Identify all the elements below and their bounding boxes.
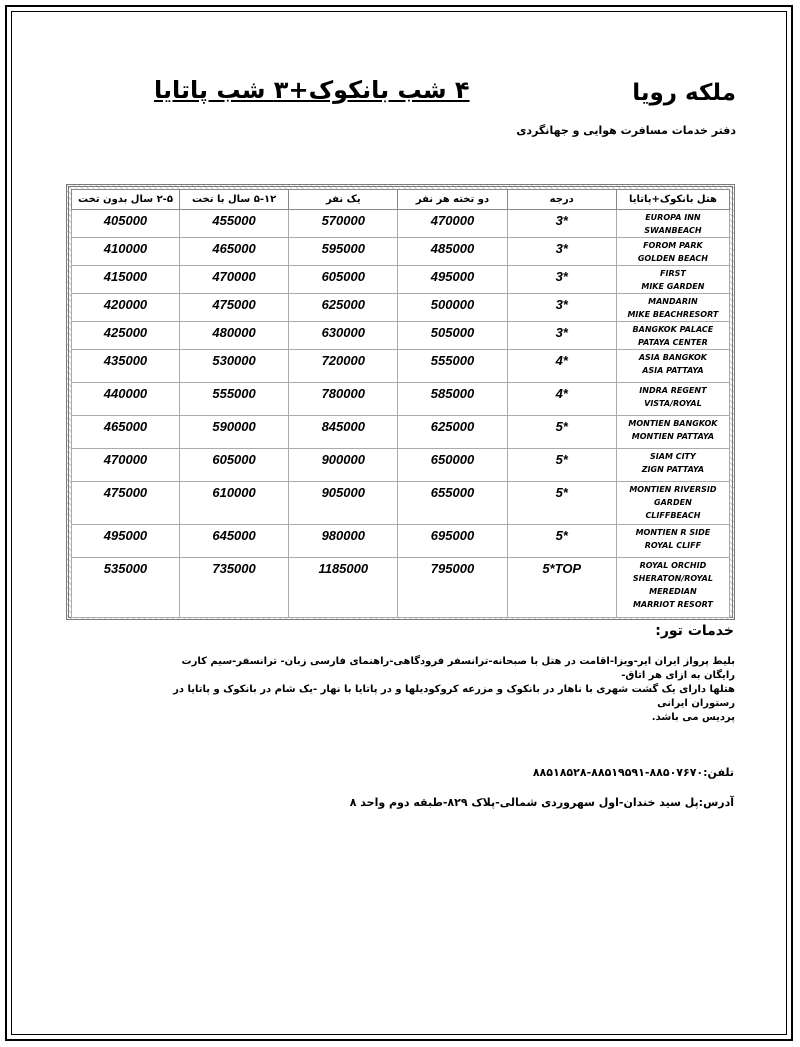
hotel-cell <box>616 383 729 416</box>
column-header: درجه <box>507 190 616 210</box>
hotel-names <box>617 294 729 321</box>
hotel-grade-cell <box>507 449 616 482</box>
price-child-no-bed-cell <box>72 416 180 449</box>
price-double: 650000 <box>430 452 475 467</box>
table-row <box>72 350 730 383</box>
hotel-name: MONTIEN R SIDE <box>635 528 711 537</box>
hotel-grade-cell <box>507 210 616 238</box>
price-child-no-bed-cell <box>72 525 180 558</box>
hotel-names <box>617 266 729 293</box>
hotel-grade: 5*TOP <box>542 561 582 576</box>
hotel-grade: 3* <box>555 213 568 228</box>
price-child-with-bed: 475000 <box>212 297 256 312</box>
hotel-grade: 4* <box>555 353 568 368</box>
hotel-name: FOROM PARK <box>643 241 703 250</box>
price-child-no-bed-cell <box>72 238 180 266</box>
services-line: بلیط پرواز ایران ایر-ویزا-اقامت در هتل با صبحانه-ترانسفر فرودگاهی-راهنمای فارسی زبان- ترانسفر-سیم کارت رایگان به ازای هر اتاق- <box>181 656 735 681</box>
hotel-grade-cell <box>507 416 616 449</box>
price-child-with-bed-cell <box>179 294 288 322</box>
hotel-cell <box>616 322 729 350</box>
hotel-name: SHERATON/ROYAL <box>632 574 713 583</box>
services-line: پردیس می باشد. <box>651 712 735 723</box>
hotel-names <box>617 210 729 237</box>
price-single-cell <box>289 416 398 449</box>
hotel-name: ASIA BANGKOK <box>638 353 707 362</box>
price-child-no-bed: 535000 <box>103 561 148 576</box>
hotel-name: MIKE BEACHRESORT <box>627 310 719 319</box>
price-child-no-bed-cell <box>72 383 180 416</box>
hotel-name: ROYAL ORCHID <box>639 561 707 570</box>
price-child-no-bed: 440000 <box>103 386 148 401</box>
table-row <box>72 266 730 294</box>
hotel-grade-cell <box>507 238 616 266</box>
hotel-cell <box>616 210 729 238</box>
hotel-grade: 3* <box>555 269 568 284</box>
hotel-cell <box>616 449 729 482</box>
price-double-cell <box>398 482 507 525</box>
table-row <box>72 482 730 525</box>
table-row <box>72 322 730 350</box>
price-child-no-bed-cell <box>72 558 180 618</box>
agency-subtitle: دفتر خدمات مسافرت هوایی و جهانگردی <box>516 124 736 137</box>
table-row <box>72 294 730 322</box>
price-double: 500000 <box>430 297 475 312</box>
hotel-name: INDRA REGENT <box>639 386 707 395</box>
table-row <box>72 210 730 238</box>
price-double: 470000 <box>430 213 475 228</box>
hotel-grade: 5* <box>555 419 568 434</box>
price-table-frame <box>66 184 735 620</box>
price-child-with-bed-cell <box>179 558 288 618</box>
price-double-cell <box>398 416 507 449</box>
price-child-no-bed-cell <box>72 482 180 525</box>
hotel-cell <box>616 266 729 294</box>
price-single: 1185000 <box>318 561 369 576</box>
price-child-with-bed-cell <box>179 266 288 294</box>
table-row <box>72 525 730 558</box>
hotel-grade-cell <box>507 383 616 416</box>
price-double-cell <box>398 238 507 266</box>
hotel-grade: 5* <box>555 528 568 543</box>
hotel-name: MIKE GARDEN <box>641 282 705 291</box>
price-double: 505000 <box>430 325 475 340</box>
price-child-with-bed-cell <box>179 238 288 266</box>
agency-name: ملکه رویا <box>632 80 736 106</box>
price-table <box>71 189 730 618</box>
hotel-name: MANDARIN <box>648 297 698 306</box>
price-child-no-bed: 495000 <box>103 528 148 543</box>
hotel-names <box>617 322 729 349</box>
price-child-no-bed: 415000 <box>103 269 148 284</box>
price-single: 845000 <box>321 419 365 434</box>
price-child-with-bed: 465000 <box>212 241 256 256</box>
price-double: 485000 <box>430 241 475 256</box>
price-single: 630000 <box>321 325 365 340</box>
hotel-cell <box>616 416 729 449</box>
price-double-cell <box>398 210 507 238</box>
price-single-cell <box>289 322 398 350</box>
hotel-name: ROYAL CLIFF <box>644 541 702 550</box>
hotel-grade-cell <box>507 294 616 322</box>
price-child-no-bed: 475000 <box>103 485 148 500</box>
price-single: 780000 <box>321 386 365 401</box>
price-single-cell <box>289 238 398 266</box>
price-single-cell <box>289 482 398 525</box>
hotel-names <box>617 525 729 552</box>
price-single-cell <box>289 449 398 482</box>
price-child-with-bed-cell <box>179 416 288 449</box>
hotel-grade: 3* <box>555 241 568 256</box>
hotel-name: MONTIEN RIVERSID <box>629 485 717 494</box>
price-child-no-bed: 410000 <box>103 241 148 256</box>
price-single: 570000 <box>321 213 365 228</box>
price-single-cell <box>289 383 398 416</box>
hotel-grade-cell <box>507 482 616 525</box>
hotel-grade-cell <box>507 322 616 350</box>
hotel-name: PATAYA CENTER <box>638 338 708 347</box>
price-child-with-bed: 480000 <box>212 325 256 340</box>
price-double-cell <box>398 525 507 558</box>
price-single-cell <box>289 210 398 238</box>
price-single: 625000 <box>321 297 365 312</box>
price-child-with-bed: 605000 <box>212 452 256 467</box>
hotel-name: MONTIEN BANGKOK <box>628 419 718 428</box>
price-double: 625000 <box>430 419 475 434</box>
price-child-with-bed-cell <box>179 482 288 525</box>
price-double: 655000 <box>430 485 475 500</box>
hotel-cell <box>616 294 729 322</box>
price-child-no-bed: 420000 <box>103 297 148 312</box>
hotel-grade: 5* <box>555 485 568 500</box>
price-child-no-bed: 405000 <box>103 213 148 228</box>
hotel-grade: 3* <box>555 297 568 312</box>
hotel-names <box>617 482 729 522</box>
hotel-name: MEREDIAN <box>649 587 697 596</box>
hotel-cell <box>616 482 729 525</box>
table-row <box>72 383 730 416</box>
hotel-name: MONTIEN PATTAYA <box>631 432 715 441</box>
price-child-with-bed: 470000 <box>212 269 256 284</box>
price-child-no-bed-cell <box>72 322 180 350</box>
hotel-name: SWANBEACH <box>644 226 702 235</box>
price-child-with-bed: 645000 <box>212 528 256 543</box>
price-single-cell <box>289 294 398 322</box>
price-single-cell <box>289 350 398 383</box>
table-row <box>72 449 730 482</box>
price-child-no-bed-cell <box>72 266 180 294</box>
hotel-name: VISTA/ROYAL <box>644 399 702 408</box>
price-child-with-bed-cell <box>179 525 288 558</box>
services-line: هتلها دارای یک گشت شهری با ناهار در بانکوک و مزرعه کروکودیلها و در پاتایا با نهار -یک شام در بانکوک و پاتایا در رستوران ایرانی <box>173 684 735 709</box>
price-single: 900000 <box>321 452 365 467</box>
price-double-cell <box>398 322 507 350</box>
hotel-name: ASIA PATTAYA <box>642 366 704 375</box>
price-double-cell <box>398 558 507 618</box>
hotel-name: GARDEN <box>654 498 692 507</box>
price-child-with-bed-cell <box>179 449 288 482</box>
price-single-cell <box>289 525 398 558</box>
price-child-with-bed-cell <box>179 210 288 238</box>
price-child-no-bed-cell <box>72 350 180 383</box>
price-double: 495000 <box>430 269 475 284</box>
hotel-names <box>617 449 729 476</box>
hotel-name: MARRIOT RESORT <box>632 600 713 609</box>
price-single: 605000 <box>321 269 365 284</box>
price-double-cell <box>398 449 507 482</box>
price-child-no-bed: 465000 <box>103 419 148 434</box>
price-single-cell <box>289 266 398 294</box>
hotel-name: FIRST <box>660 269 686 278</box>
price-child-no-bed: 435000 <box>103 353 148 368</box>
hotel-names <box>617 238 729 265</box>
price-child-no-bed-cell <box>72 294 180 322</box>
hotel-names <box>617 383 729 410</box>
hotel-grade-cell <box>507 525 616 558</box>
hotel-grade-cell <box>507 350 616 383</box>
hotel-grade: 5* <box>555 452 568 467</box>
hotel-names <box>617 558 729 611</box>
price-child-no-bed: 425000 <box>103 325 148 340</box>
price-single: 905000 <box>321 485 365 500</box>
price-single-cell <box>289 558 398 618</box>
hotel-grade: 3* <box>555 325 568 340</box>
price-child-with-bed-cell <box>179 322 288 350</box>
column-header: ۵-۱۲ سال با تخت <box>179 190 288 210</box>
price-child-no-bed-cell <box>72 449 180 482</box>
column-header: ۲-۵ سال بدون تخت <box>72 190 180 210</box>
hotel-cell <box>616 525 729 558</box>
hotel-name: CLIFFBEACH <box>645 511 701 520</box>
price-child-with-bed: 530000 <box>212 353 256 368</box>
hotel-names <box>617 416 729 443</box>
table-row <box>72 558 730 618</box>
hotel-name: BANGKOK PALACE <box>632 325 714 334</box>
phone-number: تلفن:۸۸۵۰۷۶۷۰-۸۸۵۱۹۵۹۱-۸۸۵۱۸۵۲۸ <box>532 766 734 779</box>
price-double: 695000 <box>430 528 475 543</box>
services-title: خدمات تور: <box>655 623 734 639</box>
price-child-with-bed: 555000 <box>212 386 256 401</box>
price-double: 555000 <box>430 353 475 368</box>
price-child-with-bed: 610000 <box>212 485 256 500</box>
hotel-names <box>617 350 729 377</box>
price-child-with-bed: 455000 <box>212 213 256 228</box>
price-child-with-bed-cell <box>179 383 288 416</box>
column-header: دو تخته هر نفر <box>398 190 507 210</box>
column-header: یک نفر <box>289 190 398 210</box>
price-child-no-bed: 470000 <box>103 452 148 467</box>
price-single: 595000 <box>321 241 365 256</box>
price-child-with-bed: 735000 <box>212 561 256 576</box>
hotel-name: SIAM CITY <box>650 452 696 461</box>
hotel-name: GOLDEN BEACH <box>637 254 708 263</box>
price-double: 585000 <box>430 386 475 401</box>
hotel-name: EUROPA INN <box>645 213 701 222</box>
hotel-grade: 4* <box>555 386 568 401</box>
table-row <box>72 416 730 449</box>
price-single: 980000 <box>321 528 365 543</box>
table-row <box>72 238 730 266</box>
hotel-name: ZIGN PATTAYA <box>641 465 705 474</box>
price-double-cell <box>398 294 507 322</box>
table-header-row <box>72 190 730 210</box>
hotel-grade-cell <box>507 266 616 294</box>
hotel-cell <box>616 558 729 618</box>
hotel-grade-cell <box>507 558 616 618</box>
price-single: 720000 <box>321 353 365 368</box>
column-header: هتل بانکوک+پاتایا <box>616 190 729 210</box>
price-double-cell <box>398 383 507 416</box>
price-double-cell <box>398 350 507 383</box>
hotel-cell <box>616 350 729 383</box>
tour-title: ۴ شب بانکوک+۳ شب پاتایا <box>154 76 470 104</box>
price-child-with-bed-cell <box>179 350 288 383</box>
price-double: 795000 <box>430 561 475 576</box>
address: آدرس:پل سید خندان-اول سهروردی شمالی-پلاک ۸۲۹-طبقه دوم واحد ۸ <box>349 796 734 809</box>
hotel-cell <box>616 238 729 266</box>
price-child-no-bed-cell <box>72 210 180 238</box>
price-double-cell <box>398 266 507 294</box>
price-child-with-bed: 590000 <box>212 419 256 434</box>
